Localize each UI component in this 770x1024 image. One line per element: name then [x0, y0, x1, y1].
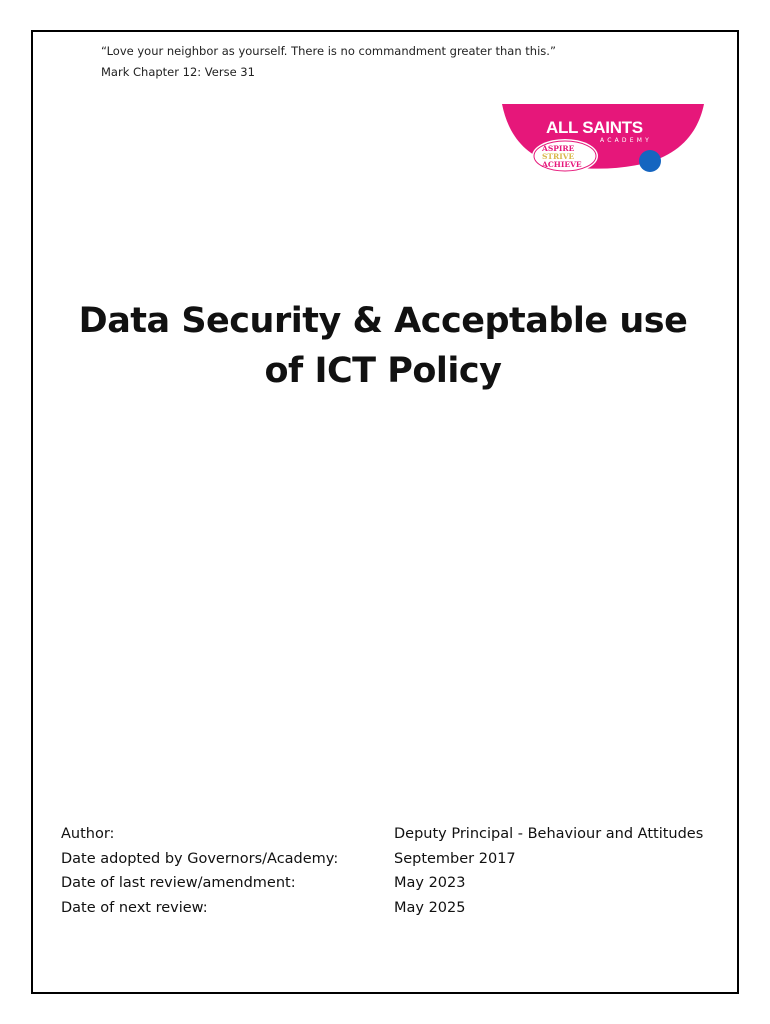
- detail-value: September 2017: [394, 850, 516, 867]
- detail-label: Date adopted by Governors/Academy:: [61, 850, 339, 867]
- detail-label: Date of next review:: [61, 899, 208, 916]
- scripture-quote: [101, 41, 556, 83]
- title-line-2: of ICT Policy: [264, 351, 502, 391]
- detail-value: May 2025: [394, 899, 466, 916]
- school-logo: [502, 104, 704, 176]
- policy-details: [61, 822, 721, 920]
- document-title: [60, 296, 706, 396]
- logo-motto-strive: STRIVE: [542, 152, 575, 161]
- detail-value: Deputy Principal - Behaviour and Attitudes: [394, 826, 704, 842]
- logo-subtitle: ACADEMY: [600, 137, 652, 144]
- logo-motto-aspire: ASPIRE: [542, 144, 575, 153]
- logo-motto-achieve: ACHIEVE: [542, 160, 582, 169]
- quote-citation: Mark Chapter 12: Verse 31: [101, 65, 255, 79]
- detail-value: May 2023: [394, 875, 466, 891]
- detail-row-last-review: [61, 871, 721, 896]
- logo-name: ALL SAINTS: [546, 118, 643, 137]
- all-saints-logo-graphic: [502, 104, 704, 176]
- detail-row-date-adopted: [61, 847, 721, 872]
- title-line-1: Data Security & Acceptable use: [78, 301, 688, 341]
- detail-label: Author:: [61, 826, 115, 842]
- detail-row-author: [61, 822, 721, 847]
- quote-text: “Love your neighbor as yourself. There is no commandment greater than this.”: [101, 44, 556, 58]
- logo-blue-dot: [639, 150, 661, 172]
- detail-label: Date of last review/amendment:: [61, 875, 296, 891]
- detail-row-next-review: [61, 896, 721, 921]
